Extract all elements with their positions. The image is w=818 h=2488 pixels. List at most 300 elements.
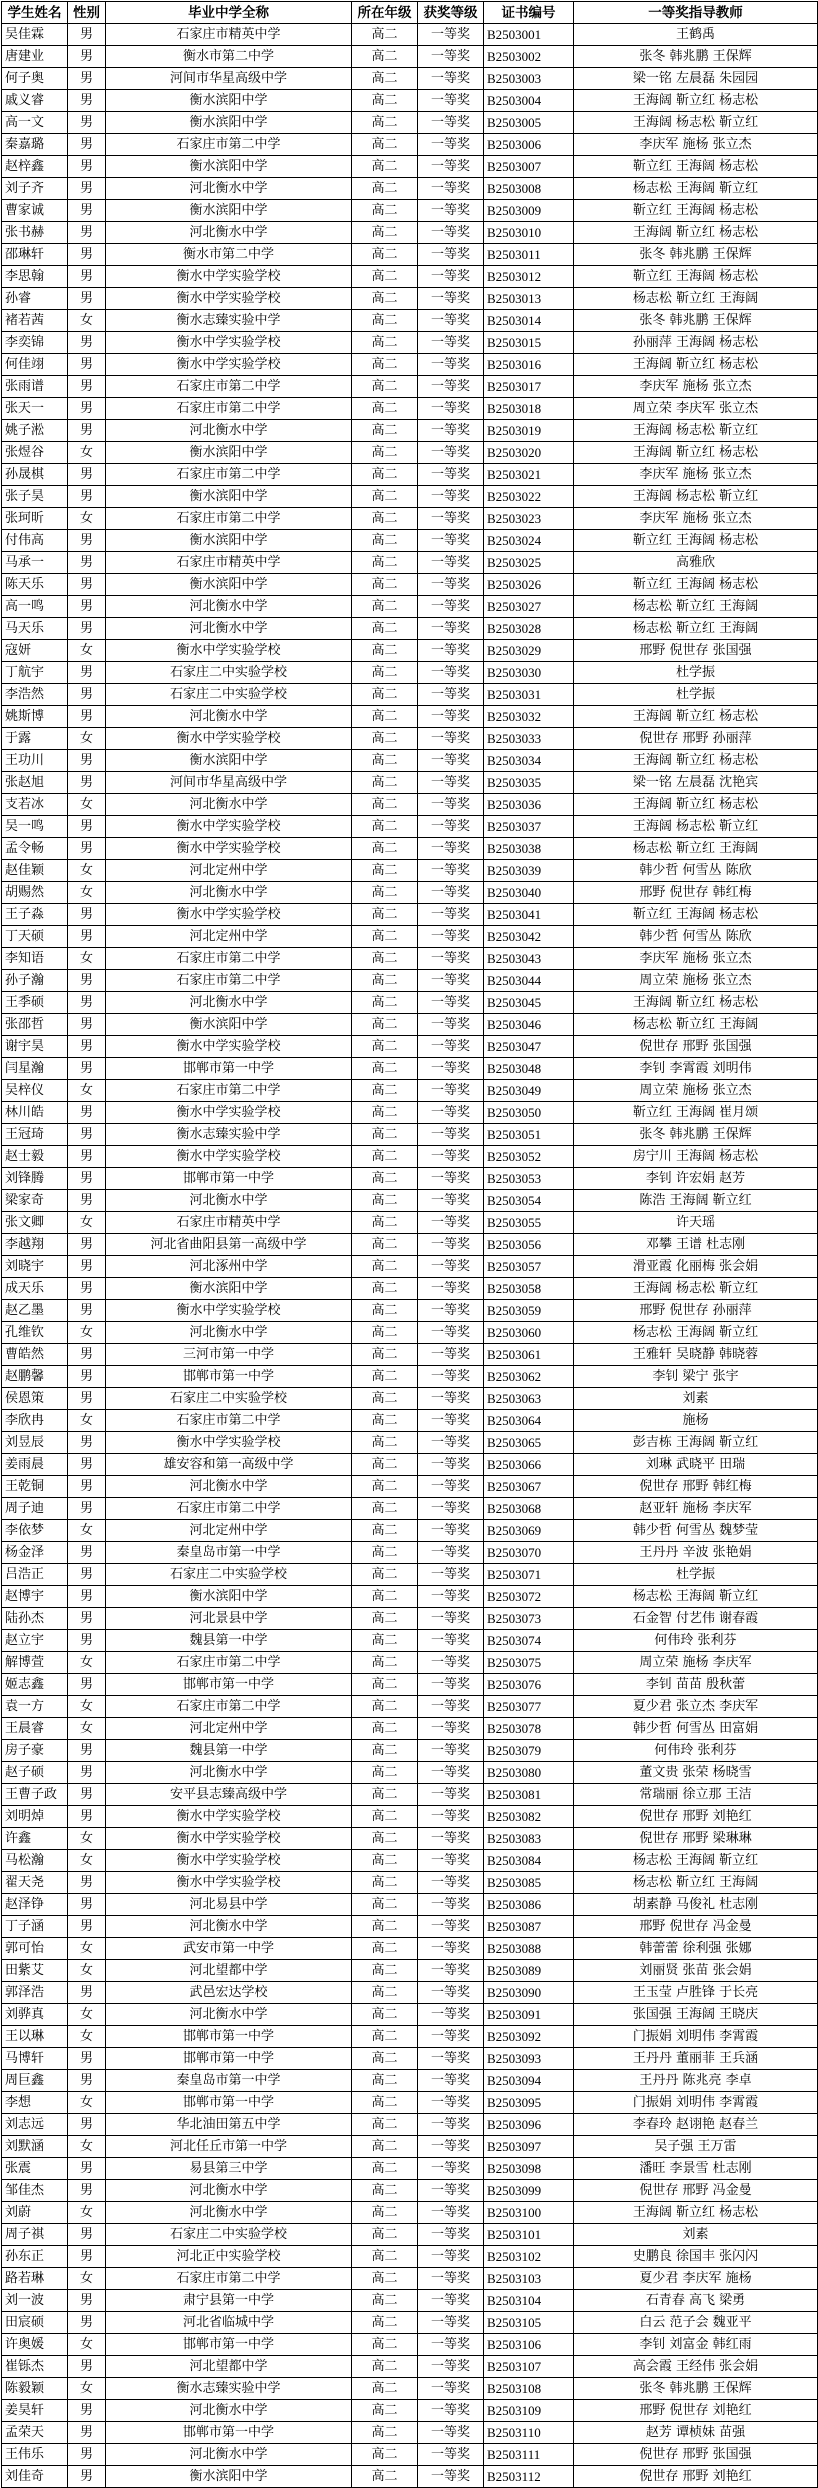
cell-grade: 高二: [352, 1718, 418, 1740]
cell-certificate-no: B2503099: [484, 2180, 574, 2202]
cell-student-name: 吴佳霖: [2, 24, 68, 46]
cell-gender: 男: [68, 552, 106, 574]
cell-school: 石家庄市第二中学: [106, 1080, 352, 1102]
cell-certificate-no: B2503105: [484, 2312, 574, 2334]
cell-award-level: 一等奖: [418, 552, 484, 574]
cell-award-level: 一等奖: [418, 970, 484, 992]
cell-award-level: 一等奖: [418, 2180, 484, 2202]
cell-gender: 女: [68, 2268, 106, 2290]
cell-grade: 高二: [352, 2378, 418, 2400]
cell-gender: 男: [68, 24, 106, 46]
cell-award-level: 一等奖: [418, 1740, 484, 1762]
cell-school: 邯郸市第一中学: [106, 1168, 352, 1190]
cell-student-name: 秦嘉璐: [2, 134, 68, 156]
cell-advisor: 吴子强 王万雷: [574, 2136, 818, 2158]
cell-gender: 女: [68, 508, 106, 530]
cell-grade: 高二: [352, 1960, 418, 1982]
cell-student-name: 丁子涵: [2, 1916, 68, 1938]
cell-award-level: 一等奖: [418, 1894, 484, 1916]
cell-gender: 男: [68, 1432, 106, 1454]
cell-gender: 女: [68, 860, 106, 882]
cell-student-name: 吴一鸣: [2, 816, 68, 838]
cell-award-level: 一等奖: [418, 1190, 484, 1212]
cell-grade: 高二: [352, 1564, 418, 1586]
cell-advisor: 倪世存 邢野 张国强: [574, 1036, 818, 1058]
cell-certificate-no: B2503047: [484, 1036, 574, 1058]
table-row: [2, 772, 818, 794]
cell-award-level: 一等奖: [418, 1476, 484, 1498]
cell-advisor: 邓攀 王谱 杜志刚: [574, 1234, 818, 1256]
cell-gender: 女: [68, 1960, 106, 1982]
table-row: [2, 1014, 818, 1036]
cell-student-name: 支若冰: [2, 794, 68, 816]
table-row: [2, 1278, 818, 1300]
header-grade: 所在年级: [352, 2, 418, 24]
cell-certificate-no: B2503029: [484, 640, 574, 662]
cell-advisor: 倪世存 邢野 冯金曼: [574, 2180, 818, 2202]
cell-student-name: 马博轩: [2, 2048, 68, 2070]
cell-school: 衡水滨阳中学: [106, 486, 352, 508]
cell-certificate-no: B2503104: [484, 2290, 574, 2312]
cell-student-name: 曹家诚: [2, 200, 68, 222]
cell-school: 衡水中学实验学校: [106, 354, 352, 376]
cell-student-name: 戚义睿: [2, 90, 68, 112]
cell-certificate-no: B2503110: [484, 2422, 574, 2444]
cell-grade: 高二: [352, 1850, 418, 1872]
cell-advisor: 倪世存 邢野 张国强: [574, 2444, 818, 2466]
cell-award-level: 一等奖: [418, 398, 484, 420]
table-row: [2, 1212, 818, 1234]
cell-advisor: 倪世存 邢野 韩红梅: [574, 1476, 818, 1498]
cell-student-name: 陈毅颖: [2, 2378, 68, 2400]
cell-certificate-no: B2503042: [484, 926, 574, 948]
cell-certificate-no: B2503038: [484, 838, 574, 860]
cell-school: 衡水中学实验学校: [106, 1828, 352, 1850]
cell-certificate-no: B2503044: [484, 970, 574, 992]
cell-certificate-no: B2503084: [484, 1850, 574, 1872]
cell-advisor: 高雅欣: [574, 552, 818, 574]
cell-grade: 高二: [352, 1410, 418, 1432]
cell-certificate-no: B2503053: [484, 1168, 574, 1190]
cell-certificate-no: B2503018: [484, 398, 574, 420]
cell-grade: 高二: [352, 684, 418, 706]
cell-school: 河北衡水中学: [106, 222, 352, 244]
cell-award-level: 一等奖: [418, 2268, 484, 2290]
cell-award-level: 一等奖: [418, 1454, 484, 1476]
cell-certificate-no: B2503109: [484, 2400, 574, 2422]
table-row: [2, 1652, 818, 1674]
cell-advisor: 刘素: [574, 2224, 818, 2246]
cell-gender: 男: [68, 90, 106, 112]
cell-grade: 高二: [352, 1806, 418, 1828]
cell-certificate-no: B2503087: [484, 1916, 574, 1938]
cell-grade: 高二: [352, 794, 418, 816]
cell-certificate-no: B2503046: [484, 1014, 574, 1036]
cell-award-level: 一等奖: [418, 1410, 484, 1432]
cell-gender: 男: [68, 1498, 106, 1520]
cell-school: 河北望都中学: [106, 1960, 352, 1982]
cell-school: 河北涿州中学: [106, 1256, 352, 1278]
cell-certificate-no: B2503033: [484, 728, 574, 750]
cell-certificate-no: B2503060: [484, 1322, 574, 1344]
cell-award-level: 一等奖: [418, 310, 484, 332]
cell-grade: 高二: [352, 574, 418, 596]
cell-advisor: 李春玲 赵诩艳 赵春兰: [574, 2114, 818, 2136]
cell-advisor: 王丹丹 董丽菲 王兵涵: [574, 2048, 818, 2070]
cell-gender: 男: [68, 112, 106, 134]
cell-school: 石家庄市第二中学: [106, 464, 352, 486]
cell-award-level: 一等奖: [418, 2444, 484, 2466]
cell-award-level: 一等奖: [418, 2400, 484, 2422]
cell-gender: 女: [68, 2378, 106, 2400]
cell-school: 华北油田第五中学: [106, 2114, 352, 2136]
cell-school: 河北定州中学: [106, 860, 352, 882]
table-row: [2, 2004, 818, 2026]
cell-gender: 男: [68, 1762, 106, 1784]
cell-student-name: 王曹子政: [2, 1784, 68, 1806]
cell-award-level: 一等奖: [418, 266, 484, 288]
cell-grade: 高二: [352, 2048, 418, 2070]
cell-gender: 男: [68, 1542, 106, 1564]
cell-gender: 男: [68, 1102, 106, 1124]
cell-school: 河北衡水中学: [106, 1762, 352, 1784]
cell-award-level: 一等奖: [418, 1520, 484, 1542]
cell-gender: 男: [68, 596, 106, 618]
cell-award-level: 一等奖: [418, 134, 484, 156]
cell-grade: 高二: [352, 1058, 418, 1080]
cell-award-level: 一等奖: [418, 1014, 484, 1036]
cell-gender: 男: [68, 2400, 106, 2422]
cell-advisor: 许天瑶: [574, 1212, 818, 1234]
cell-grade: 高二: [352, 1432, 418, 1454]
cell-school: 衡水市第二中学: [106, 46, 352, 68]
table-row: [2, 24, 818, 46]
cell-advisor: 邢野 倪世存 孙丽萍: [574, 1300, 818, 1322]
table-row: [2, 618, 818, 640]
cell-certificate-no: B2503040: [484, 882, 574, 904]
cell-advisor: 夏少君 李庆军 施杨: [574, 2268, 818, 2290]
cell-gender: 男: [68, 464, 106, 486]
cell-gender: 男: [68, 1124, 106, 1146]
cell-certificate-no: B2503065: [484, 1432, 574, 1454]
table-row: [2, 2246, 818, 2268]
table-row: [2, 244, 818, 266]
cell-certificate-no: B2503045: [484, 992, 574, 1014]
cell-award-level: 一等奖: [418, 46, 484, 68]
cell-gender: 男: [68, 1806, 106, 1828]
cell-school: 三河市第一中学: [106, 1344, 352, 1366]
cell-school: 安平县志臻高级中学: [106, 1784, 352, 1806]
cell-advisor: 周立荣 施杨 张立杰: [574, 1080, 818, 1102]
cell-school: 肃宁县第一中学: [106, 2290, 352, 2312]
cell-school: 衡水滨阳中学: [106, 112, 352, 134]
cell-award-level: 一等奖: [418, 1828, 484, 1850]
cell-award-level: 一等奖: [418, 860, 484, 882]
cell-grade: 高二: [352, 1674, 418, 1696]
table-row: [2, 1828, 818, 1850]
cell-grade: 高二: [352, 860, 418, 882]
cell-school: 石家庄市第二中学: [106, 1498, 352, 1520]
cell-student-name: 王功川: [2, 750, 68, 772]
cell-certificate-no: B2503026: [484, 574, 574, 596]
cell-award-level: 一等奖: [418, 1256, 484, 1278]
cell-student-name: 高一文: [2, 112, 68, 134]
cell-certificate-no: B2503031: [484, 684, 574, 706]
table-row: [2, 2114, 818, 2136]
cell-school: 石家庄二中实验学校: [106, 1564, 352, 1586]
cell-award-level: 一等奖: [418, 772, 484, 794]
cell-award-level: 一等奖: [418, 1938, 484, 1960]
cell-gender: 男: [68, 904, 106, 926]
cell-school: 衡水滨阳中学: [106, 1586, 352, 1608]
table-row: [2, 1190, 818, 1212]
cell-student-name: 张书赫: [2, 222, 68, 244]
cell-certificate-no: B2503013: [484, 288, 574, 310]
cell-gender: 男: [68, 178, 106, 200]
cell-advisor: 史鹏良 徐国丰 张闪闪: [574, 2246, 818, 2268]
table-row: [2, 882, 818, 904]
cell-student-name: 赵立宇: [2, 1630, 68, 1652]
cell-school: 邯郸市第一中学: [106, 1058, 352, 1080]
cell-award-level: 一等奖: [418, 1036, 484, 1058]
table-row: [2, 1146, 818, 1168]
cell-gender: 男: [68, 2422, 106, 2444]
cell-certificate-no: B2503001: [484, 24, 574, 46]
cell-grade: 高二: [352, 1828, 418, 1850]
table-row: [2, 2158, 818, 2180]
cell-advisor: 王玉莹 卢胜锋 于长亮: [574, 1982, 818, 2004]
table-row: [2, 2312, 818, 2334]
cell-award-level: 一等奖: [418, 1960, 484, 1982]
cell-award-level: 一等奖: [418, 1674, 484, 1696]
cell-grade: 高二: [352, 1542, 418, 1564]
cell-certificate-no: B2503014: [484, 310, 574, 332]
cell-certificate-no: B2503097: [484, 2136, 574, 2158]
cell-student-name: 王子淼: [2, 904, 68, 926]
table-row: [2, 1366, 818, 1388]
table-row: [2, 1718, 818, 1740]
cell-grade: 高二: [352, 1388, 418, 1410]
cell-gender: 男: [68, 2444, 106, 2466]
cell-school: 衡水滨阳中学: [106, 156, 352, 178]
cell-award-level: 一等奖: [418, 178, 484, 200]
cell-student-name: 姜昊轩: [2, 2400, 68, 2422]
cell-student-name: 姚子淞: [2, 420, 68, 442]
cell-grade: 高二: [352, 464, 418, 486]
cell-advisor: 靳立红 王海阔 杨志松: [574, 266, 818, 288]
cell-certificate-no: B2503020: [484, 442, 574, 464]
table-row: [2, 178, 818, 200]
cell-school: 河间市华星高级中学: [106, 772, 352, 794]
cell-student-name: 田宸硕: [2, 2312, 68, 2334]
cell-school: 河北衡水中学: [106, 1916, 352, 1938]
cell-school: 衡水中学实验学校: [106, 1300, 352, 1322]
cell-grade: 高二: [352, 1476, 418, 1498]
cell-award-level: 一等奖: [418, 354, 484, 376]
cell-school: 河北衡水中学: [106, 992, 352, 1014]
cell-certificate-no: B2503006: [484, 134, 574, 156]
cell-grade: 高二: [352, 1168, 418, 1190]
cell-school: 衡水滨阳中学: [106, 530, 352, 552]
cell-advisor: 王海阔 靳立红 杨志松: [574, 442, 818, 464]
cell-student-name: 张天一: [2, 398, 68, 420]
cell-award-level: 一等奖: [418, 992, 484, 1014]
cell-advisor: 倪世存 邢野 梁琳琳: [574, 1828, 818, 1850]
cell-certificate-no: B2503071: [484, 1564, 574, 1586]
cell-gender: 男: [68, 1674, 106, 1696]
cell-gender: 男: [68, 156, 106, 178]
table-row: [2, 1520, 818, 1542]
cell-school: 衡水中学实验学校: [106, 816, 352, 838]
cell-advisor: 赵亚轩 施杨 李庆军: [574, 1498, 818, 1520]
cell-grade: 高二: [352, 1278, 418, 1300]
cell-certificate-no: B2503074: [484, 1630, 574, 1652]
cell-gender: 女: [68, 882, 106, 904]
cell-grade: 高二: [352, 1872, 418, 1894]
cell-grade: 高二: [352, 772, 418, 794]
cell-certificate-no: B2503022: [484, 486, 574, 508]
cell-advisor: 王海阔 靳立红 杨志松: [574, 706, 818, 728]
cell-award-level: 一等奖: [418, 574, 484, 596]
table-row: [2, 2136, 818, 2158]
cell-gender: 男: [68, 1278, 106, 1300]
cell-advisor: 王海阔 靳立红 杨志松: [574, 90, 818, 112]
cell-student-name: 姚斯博: [2, 706, 68, 728]
table-row: [2, 1806, 818, 1828]
cell-award-level: 一等奖: [418, 2202, 484, 2224]
table-row: [2, 992, 818, 1014]
cell-certificate-no: B2503039: [484, 860, 574, 882]
cell-school: 易县第三中学: [106, 2158, 352, 2180]
cell-gender: 男: [68, 244, 106, 266]
table-row: [2, 530, 818, 552]
cell-advisor: 王丹丹 辛波 张艳娟: [574, 1542, 818, 1564]
cell-certificate-no: B2503011: [484, 244, 574, 266]
cell-advisor: 夏少君 张立杰 李庆军: [574, 1696, 818, 1718]
cell-gender: 女: [68, 2092, 106, 2114]
cell-gender: 男: [68, 134, 106, 156]
cell-award-level: 一等奖: [418, 2158, 484, 2180]
cell-award-level: 一等奖: [418, 1542, 484, 1564]
table-row: [2, 1696, 818, 1718]
cell-grade: 高二: [352, 1146, 418, 1168]
cell-gender: 男: [68, 662, 106, 684]
cell-gender: 男: [68, 2246, 106, 2268]
cell-gender: 男: [68, 970, 106, 992]
table-row: [2, 1608, 818, 1630]
cell-school: 衡水中学实验学校: [106, 1146, 352, 1168]
cell-advisor: 邢野 倪世存 刘艳红: [574, 2400, 818, 2422]
cell-student-name: 张子昊: [2, 486, 68, 508]
cell-student-name: 刘一波: [2, 2290, 68, 2312]
cell-gender: 男: [68, 574, 106, 596]
table-row: [2, 156, 818, 178]
cell-school: 衡水中学实验学校: [106, 288, 352, 310]
cell-grade: 高二: [352, 926, 418, 948]
cell-school: 河北衡水中学: [106, 1322, 352, 1344]
cell-student-name: 王晨睿: [2, 1718, 68, 1740]
table-row: [2, 2070, 818, 2092]
cell-advisor: 靳立红 王海阔 杨志松: [574, 904, 818, 926]
cell-gender: 女: [68, 1718, 106, 1740]
cell-school: 石家庄市第二中学: [106, 1410, 352, 1432]
cell-advisor: 胡素静 马俊礼 杜志刚: [574, 1894, 818, 1916]
cell-advisor: 李钊 李霄霞 刘明伟: [574, 1058, 818, 1080]
cell-advisor: 王海阔 靳立红 杨志松: [574, 794, 818, 816]
cell-student-name: 曹皓然: [2, 1344, 68, 1366]
cell-advisor: 李庆军 施杨 张立杰: [574, 134, 818, 156]
table-row: [2, 266, 818, 288]
table-row: [2, 684, 818, 706]
cell-award-level: 一等奖: [418, 1696, 484, 1718]
cell-advisor: 靳立红 王海阔 崔月颂: [574, 1102, 818, 1124]
cell-grade: 高二: [352, 1234, 418, 1256]
cell-advisor: 韩少哲 何雪丛 田富娟: [574, 1718, 818, 1740]
cell-advisor: 韩少哲 何雪丛 魏梦莹: [574, 1520, 818, 1542]
table-row: [2, 2378, 818, 2400]
cell-school: 河北正中实验学校: [106, 2246, 352, 2268]
table-row: [2, 376, 818, 398]
table-row: [2, 68, 818, 90]
table-row: [2, 2026, 818, 2048]
table-row: [2, 640, 818, 662]
cell-gender: 男: [68, 2312, 106, 2334]
table-row: [2, 1784, 818, 1806]
cell-student-name: 刘明焯: [2, 1806, 68, 1828]
cell-gender: 女: [68, 1410, 106, 1432]
header-row: [2, 2, 818, 24]
cell-student-name: 张雨谱: [2, 376, 68, 398]
cell-student-name: 周子祺: [2, 2224, 68, 2246]
cell-gender: 男: [68, 1388, 106, 1410]
cell-grade: 高二: [352, 1762, 418, 1784]
table-row: [2, 1036, 818, 1058]
cell-gender: 女: [68, 1080, 106, 1102]
cell-advisor: 施杨: [574, 1410, 818, 1432]
cell-certificate-no: B2503010: [484, 222, 574, 244]
cell-gender: 男: [68, 1740, 106, 1762]
cell-student-name: 李想: [2, 2092, 68, 2114]
cell-school: 衡水滨阳中学: [106, 200, 352, 222]
cell-advisor: 杨志松 靳立红 王海阔: [574, 838, 818, 860]
cell-advisor: 石金智 付艺伟 谢春霞: [574, 1608, 818, 1630]
cell-grade: 高二: [352, 486, 418, 508]
table-row: [2, 948, 818, 970]
cell-advisor: 孙丽萍 王海阔 杨志松: [574, 332, 818, 354]
cell-award-level: 一等奖: [418, 2378, 484, 2400]
cell-school: 衡水中学实验学校: [106, 838, 352, 860]
cell-school: 石家庄市第二中学: [106, 134, 352, 156]
cell-award-level: 一等奖: [418, 1124, 484, 1146]
cell-grade: 高二: [352, 354, 418, 376]
cell-advisor: 李钊 梁宁 张宇: [574, 1366, 818, 1388]
cell-gender: 男: [68, 398, 106, 420]
table-row: [2, 1498, 818, 1520]
cell-advisor: 杨志松 靳立红 王海阔: [574, 596, 818, 618]
cell-school: 衡水中学实验学校: [106, 332, 352, 354]
cell-award-level: 一等奖: [418, 1718, 484, 1740]
cell-advisor: 杜学振: [574, 1564, 818, 1586]
cell-school: 河北望都中学: [106, 2356, 352, 2378]
cell-student-name: 许奥媛: [2, 2334, 68, 2356]
cell-gender: 男: [68, 1982, 106, 2004]
table-row: [2, 2290, 818, 2312]
cell-student-name: 寇妍: [2, 640, 68, 662]
cell-certificate-no: B2503008: [484, 178, 574, 200]
header-student-name: 学生姓名: [2, 2, 68, 24]
cell-grade: 高二: [352, 420, 418, 442]
cell-advisor: 周立荣 施杨 李庆军: [574, 1652, 818, 1674]
